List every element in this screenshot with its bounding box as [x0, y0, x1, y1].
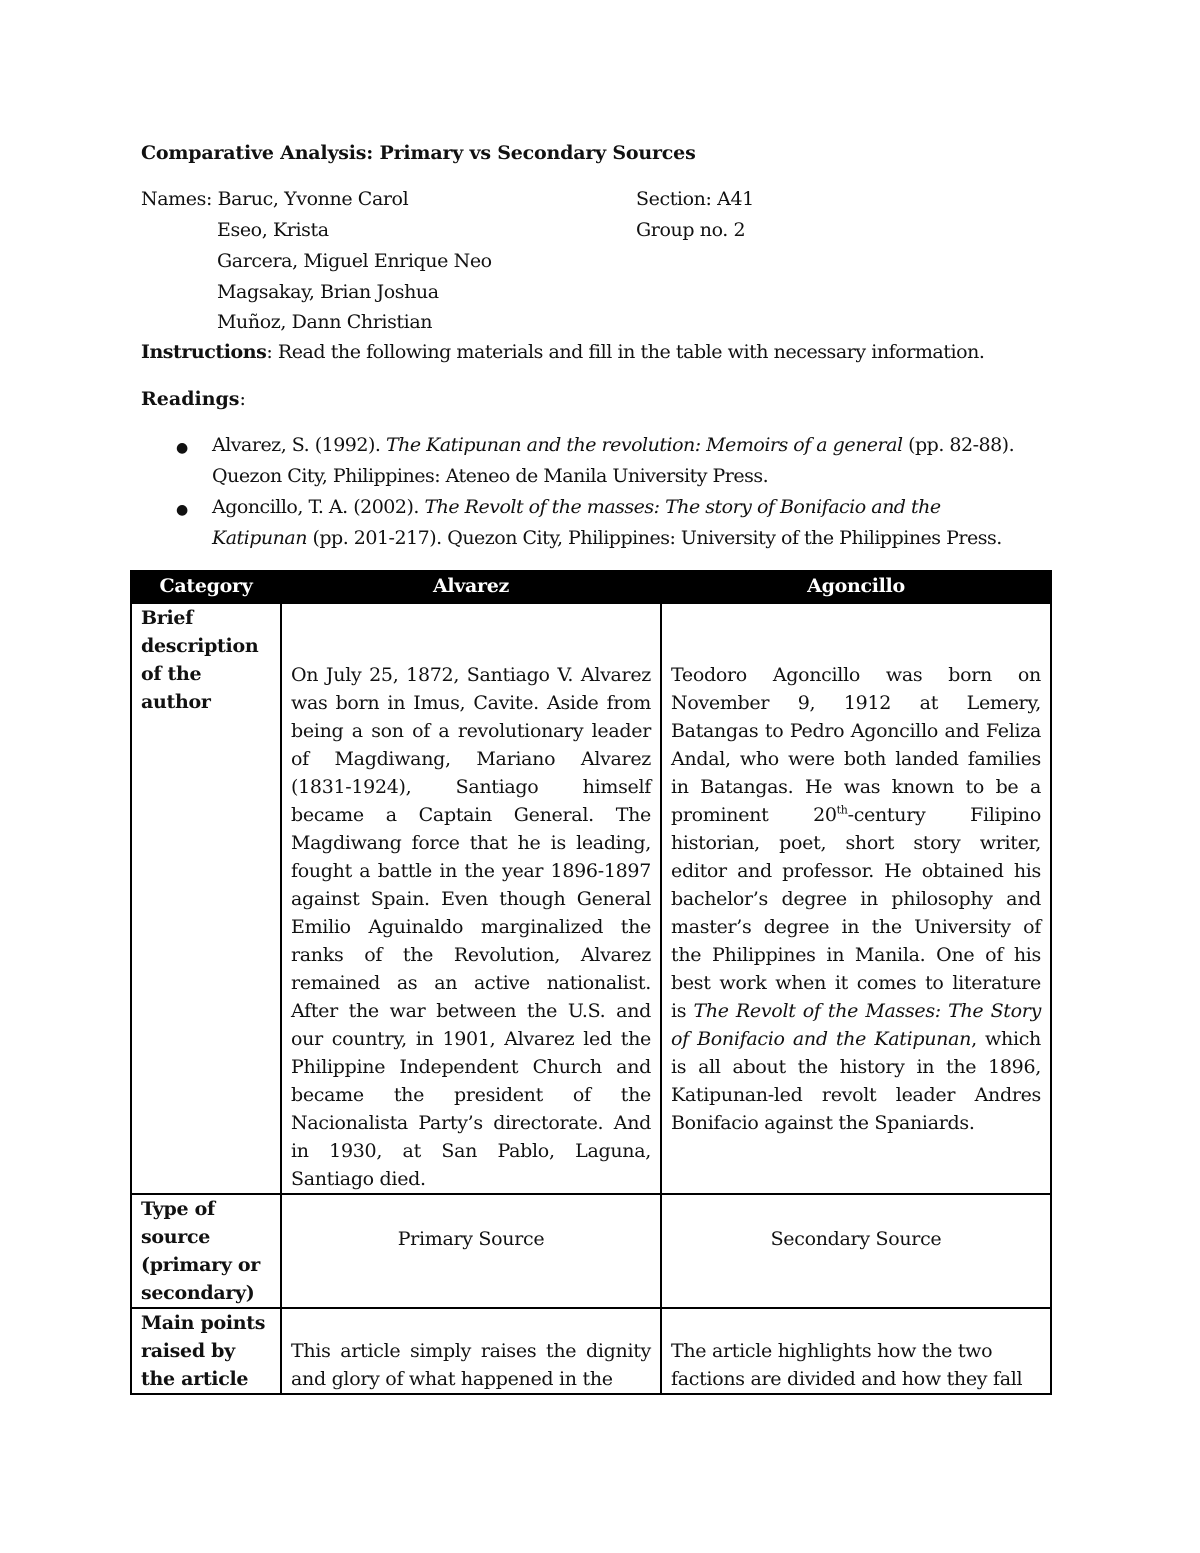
- agoncillo-desc-sup: th: [836, 803, 848, 817]
- header-agoncillo: Agoncillo: [661, 571, 1051, 603]
- group-label: Group no. 2: [636, 219, 746, 241]
- readings-colon: :: [239, 388, 246, 410]
- name-4: Magsakay, Brian Joshua: [217, 281, 439, 303]
- row-3-alvarez: This article simply raises the dignity and glory of what happened in the: [281, 1308, 661, 1394]
- header-alvarez: Alvarez: [281, 571, 661, 603]
- reference-2-title: The Revolt of the masses: The story of Bonifacio and the: [424, 496, 941, 518]
- reference-1-author: Alvarez, S. (1992).: [212, 434, 386, 456]
- reference-2-line-1: [212, 496, 941, 518]
- agoncillo-desc-b: -century Filipino historian, poet, short story writer, editor and professor. He obtained his bachelor’s degree in philosophy and master’s degree in the University of the Philippines in Manila. One of his best work when it comes to literature is: [671, 804, 1041, 1022]
- agoncillo-desc-c: , which is all about the history in the 1896, Katipunan-led revolt leader Andres Bonifacio against the Spaniards.: [671, 1028, 1041, 1134]
- instructions-text: : Read the following materials and fill in the table with necessary information.: [266, 341, 985, 363]
- row-1-agoncillo: [661, 603, 1051, 1194]
- names-line-1: [141, 188, 408, 210]
- name-3: Garcera, Miguel Enrique Neo: [217, 250, 492, 272]
- agoncillo-desc-a: Teodoro Agoncillo was born on November 9, 1912 at Lemery, Batangas to Pedro Agoncillo and Feliza Andal, who were both landed families in Batangas. He was known to be a prominent 20: [671, 664, 1041, 826]
- readings-heading: [141, 388, 246, 410]
- reference-1-title: The Katipunan and the revolution: Memoirs of a general: [385, 434, 903, 456]
- reference-2-title-cont: Katipunan: [212, 527, 307, 549]
- row-2-agoncillo: Secondary Source: [661, 1194, 1051, 1308]
- names-label: Names:: [141, 188, 212, 210]
- table-row: [131, 1308, 1051, 1394]
- reference-1-pages: (pp. 82-88).: [902, 434, 1015, 456]
- reference-2-author: Agoncillo, T. A. (2002).: [212, 496, 425, 518]
- table-row: [131, 1194, 1051, 1308]
- row-3-category: Main points raised by the article: [131, 1308, 281, 1394]
- agoncillo-desc-title: The Revolt of the Masses: The Story of Bonifacio and the Katipunan: [671, 1000, 1041, 1050]
- reference-2-publisher: (pp. 201-217). Quezon City, Philippines: University of the Philippines Press.: [306, 527, 1002, 549]
- bullet-icon-2: ●: [176, 502, 189, 518]
- table-row: [131, 603, 1051, 1194]
- row-1-alvarez: On July 25, 1872, Santiago V. Alvarez was born in Imus, Cavite. Aside from being a son of a revolutionary leader of Magdiwang, Mariano Alvarez (1831-1924), Santiago himself became a Captain General. The Magdiwang force that he is leading, fought a battle in the year 1896-1897 against Spain. Even though General Emilio Aguinaldo marginalized the ranks of the Revolution, Alvarez remained as an active nationalist. After the war between the U.S. and our country, in 1901, Alvarez led the Philippine Independent Church and became the president of the Nacionalista Party’s directorate. And in 1930, at San Pablo, Laguna, Santiago died.: [281, 603, 661, 1194]
- readings-label: Readings: [141, 388, 240, 410]
- instructions-label: Instructions: [141, 341, 267, 363]
- section-label: Section: A41: [636, 188, 754, 210]
- header-category: Category: [131, 571, 281, 603]
- name-2: Eseo, Krista: [217, 219, 329, 241]
- page-title: Comparative Analysis: Primary vs Secondary Sources: [141, 142, 696, 164]
- reference-1-line-1: [212, 434, 1014, 456]
- row-3-agoncillo: The article highlights how the two factions are divided and how they fall: [661, 1308, 1051, 1394]
- row-1-category: Brief description of the author: [131, 603, 281, 1194]
- instructions: [141, 341, 984, 363]
- name-1: Baruc, Yvonne Carol: [217, 188, 409, 210]
- bullet-icon-1: ●: [176, 440, 189, 456]
- comparison-table: [130, 570, 1052, 1395]
- row-2-alvarez: Primary Source: [281, 1194, 661, 1308]
- row-2-category: Type of source (primary or secondary): [131, 1194, 281, 1308]
- name-5: Muñoz, Dann Christian: [217, 311, 433, 333]
- reference-2-line-2: [212, 527, 1002, 549]
- table-header-row: [131, 571, 1051, 603]
- reference-1-line-2: Quezon City, Philippines: Ateneo de Manila University Press.: [212, 465, 769, 487]
